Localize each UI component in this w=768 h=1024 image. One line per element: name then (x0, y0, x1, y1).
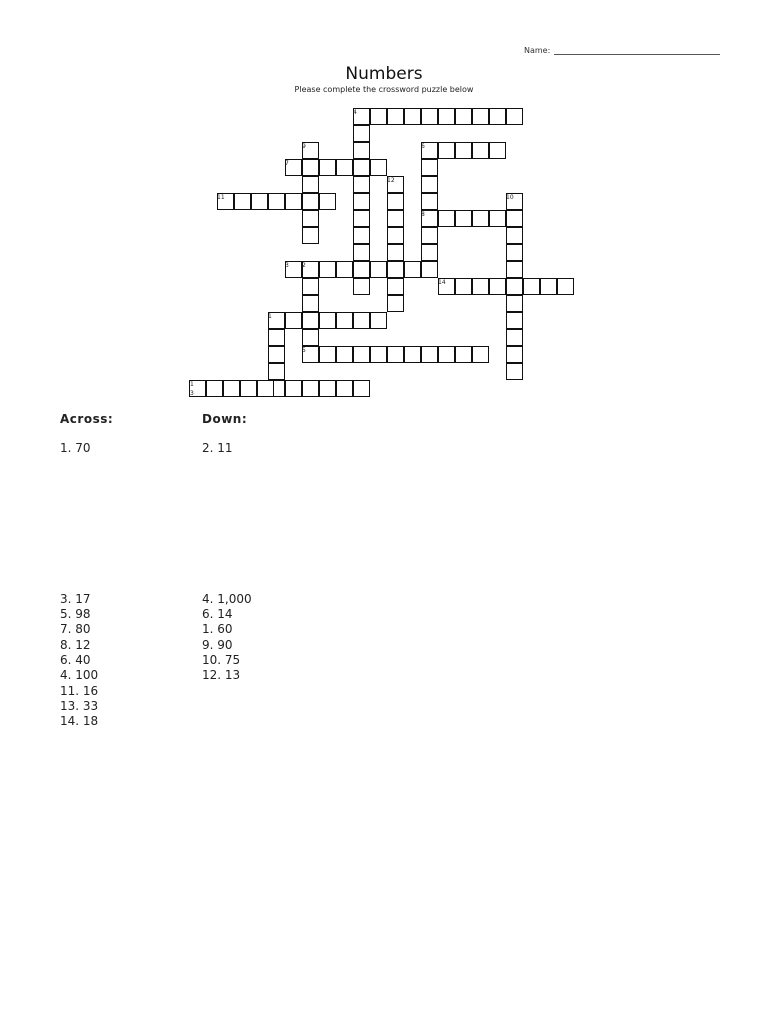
crossword-cell[interactable] (268, 193, 285, 210)
crossword-cell[interactable] (353, 142, 370, 159)
crossword-cell[interactable] (234, 193, 251, 210)
crossword-cell[interactable] (455, 278, 472, 295)
crossword-cell[interactable] (302, 312, 319, 329)
crossword-cell[interactable] (404, 108, 421, 125)
crossword-cell[interactable] (438, 142, 455, 159)
across-clue: 3. 17 (60, 592, 91, 606)
crossword-cell[interactable] (319, 193, 336, 210)
crossword-cell[interactable] (319, 312, 336, 329)
crossword-cell[interactable] (387, 261, 404, 278)
crossword-cell[interactable] (319, 261, 336, 278)
crossword-cell[interactable] (506, 312, 523, 329)
crossword-cell[interactable] (336, 312, 353, 329)
across-heading: Across: (60, 412, 114, 426)
crossword-cell[interactable] (506, 363, 523, 380)
crossword-cell[interactable] (472, 142, 489, 159)
crossword-cell[interactable] (387, 278, 404, 295)
crossword-cell[interactable] (489, 278, 506, 295)
crossword-cell[interactable] (370, 159, 387, 176)
clue-number: 11 (217, 194, 225, 201)
crossword-cell[interactable] (268, 363, 285, 380)
crossword-cell[interactable] (489, 108, 506, 125)
crossword-cell[interactable] (506, 261, 523, 278)
clue-number: 7 (285, 160, 289, 167)
crossword-cell[interactable] (302, 380, 319, 397)
clue-number: 9 (302, 143, 306, 150)
crossword-cell[interactable] (438, 108, 455, 125)
page-title: Numbers (345, 64, 423, 84)
across-clue: 13. 33 (60, 699, 99, 713)
crossword-cell[interactable] (540, 278, 557, 295)
crossword-cell[interactable] (302, 278, 319, 295)
crossword-cell[interactable] (506, 329, 523, 346)
clue-number: 1 (268, 313, 272, 320)
down-clue: 6. 14 (202, 607, 233, 621)
across-clue: 14. 18 (60, 714, 99, 728)
crossword-cell[interactable] (336, 261, 353, 278)
down-heading: Down: (202, 412, 248, 426)
crossword-cell[interactable] (421, 193, 438, 210)
crossword-cell[interactable] (472, 210, 489, 227)
crossword-cell[interactable] (404, 346, 421, 363)
clue-number: 12 (387, 177, 395, 184)
crossword-cell[interactable] (506, 227, 523, 244)
crossword-cell[interactable] (302, 176, 319, 193)
crossword-cell[interactable] (387, 295, 404, 312)
crossword-cell[interactable] (455, 142, 472, 159)
crossword-cell[interactable] (557, 278, 574, 295)
crossword-cell[interactable] (353, 346, 370, 363)
crossword-cell[interactable] (387, 108, 404, 125)
clue-number: 6 (421, 143, 425, 150)
across-clue: 5. 98 (60, 607, 91, 621)
down-clue: 2. 11 (202, 441, 233, 455)
crossword-cell[interactable] (506, 210, 523, 227)
crossword-cell[interactable] (421, 159, 438, 176)
crossword-cell[interactable] (455, 108, 472, 125)
crossword-cell[interactable] (387, 244, 404, 261)
crossword-cell[interactable] (251, 193, 268, 210)
crossword-cell[interactable] (257, 380, 274, 397)
crossword-cell[interactable] (240, 380, 257, 397)
crossword-cell[interactable] (370, 108, 387, 125)
crossword-cell[interactable] (472, 346, 489, 363)
crossword-cell[interactable] (268, 329, 285, 346)
down-clue: 9. 90 (202, 638, 233, 652)
across-clue: 6. 40 (60, 653, 91, 667)
crossword-cell[interactable] (455, 346, 472, 363)
down-clue: 12. 13 (202, 668, 241, 682)
crossword-cell[interactable] (506, 108, 523, 125)
clue-number: 8 (421, 211, 425, 218)
crossword-cell[interactable] (404, 261, 421, 278)
clue-number: 4 (353, 109, 357, 116)
clue-number: 2 (302, 262, 306, 269)
crossword-cell[interactable] (472, 108, 489, 125)
clue-number: 1 (190, 381, 194, 388)
crossword-cell[interactable] (302, 227, 319, 244)
page-subtitle: Please complete the crossword puzzle below (294, 85, 474, 94)
clue-number: 10 (506, 194, 514, 201)
crossword-cell[interactable] (370, 312, 387, 329)
crossword-cell[interactable] (370, 261, 387, 278)
crossword-cell[interactable] (268, 346, 285, 363)
crossword-cell[interactable] (523, 278, 540, 295)
down-clue: 10. 75 (202, 653, 241, 667)
crossword-cell[interactable] (438, 346, 455, 363)
crossword-cell[interactable] (506, 278, 523, 295)
crossword-cell[interactable] (319, 346, 336, 363)
crossword-cell[interactable] (353, 210, 370, 227)
crossword-cell[interactable] (353, 278, 370, 295)
clue-number: 14 (438, 279, 446, 286)
crossword-cell[interactable] (302, 329, 319, 346)
crossword-cell[interactable] (421, 261, 438, 278)
crossword-cell[interactable] (285, 312, 302, 329)
crossword-cell[interactable] (506, 346, 523, 363)
crossword-cell[interactable] (319, 380, 336, 397)
crossword-cell[interactable] (387, 227, 404, 244)
crossword-cell[interactable] (353, 380, 370, 397)
crossword-cell[interactable] (387, 346, 404, 363)
crossword-cell[interactable] (353, 244, 370, 261)
crossword-cell[interactable] (387, 210, 404, 227)
crossword-cell[interactable] (353, 176, 370, 193)
crossword-cell[interactable] (285, 380, 302, 397)
crossword-cell[interactable] (438, 210, 455, 227)
crossword-cell[interactable] (353, 193, 370, 210)
crossword-cell[interactable] (387, 193, 404, 210)
clue-number: 3 (285, 262, 289, 269)
crossword-cell[interactable] (353, 227, 370, 244)
crossword-cell[interactable] (370, 346, 387, 363)
across-clue: 7. 80 (60, 622, 91, 636)
crossword-cell[interactable] (302, 295, 319, 312)
crossword-cell[interactable] (336, 346, 353, 363)
down-clue: 4. 1,000 (202, 592, 252, 606)
crossword-cell[interactable] (472, 278, 489, 295)
crossword-cell[interactable] (302, 193, 319, 210)
crossword-cell[interactable] (302, 159, 319, 176)
crossword-cell[interactable] (206, 380, 223, 397)
name-label: Name: (524, 46, 551, 55)
crossword-cell[interactable] (421, 108, 438, 125)
crossword-cell[interactable] (455, 210, 472, 227)
across-clue: 1. 70 (60, 441, 91, 455)
across-clue: 4. 100 (60, 668, 99, 682)
crossword-cell[interactable] (353, 312, 370, 329)
across-clue: 11. 16 (60, 684, 99, 698)
crossword-cell[interactable] (421, 244, 438, 261)
crossword-cell[interactable] (353, 159, 370, 176)
clue-number: 5 (302, 347, 306, 354)
crossword-cell[interactable] (353, 261, 370, 278)
clue-number: 3 (190, 390, 194, 397)
crossword-cell[interactable] (489, 210, 506, 227)
crossword-cell[interactable] (336, 380, 353, 397)
crossword-cell[interactable] (489, 142, 506, 159)
crossword-cell[interactable] (319, 159, 336, 176)
crossword-cell[interactable] (421, 176, 438, 193)
crossword-cell[interactable] (421, 346, 438, 363)
crossword-cell[interactable] (302, 210, 319, 227)
crossword-grid (0, 0, 768, 420)
down-clue: 1. 60 (202, 622, 233, 636)
crossword-cell[interactable] (506, 244, 523, 261)
crossword-cell[interactable] (336, 159, 353, 176)
across-clue: 8. 12 (60, 638, 91, 652)
crossword-cell[interactable] (353, 125, 370, 142)
crossword-cell[interactable] (285, 193, 302, 210)
crossword-cell[interactable] (506, 295, 523, 312)
crossword-cell[interactable] (223, 380, 240, 397)
crossword-cell[interactable] (421, 227, 438, 244)
